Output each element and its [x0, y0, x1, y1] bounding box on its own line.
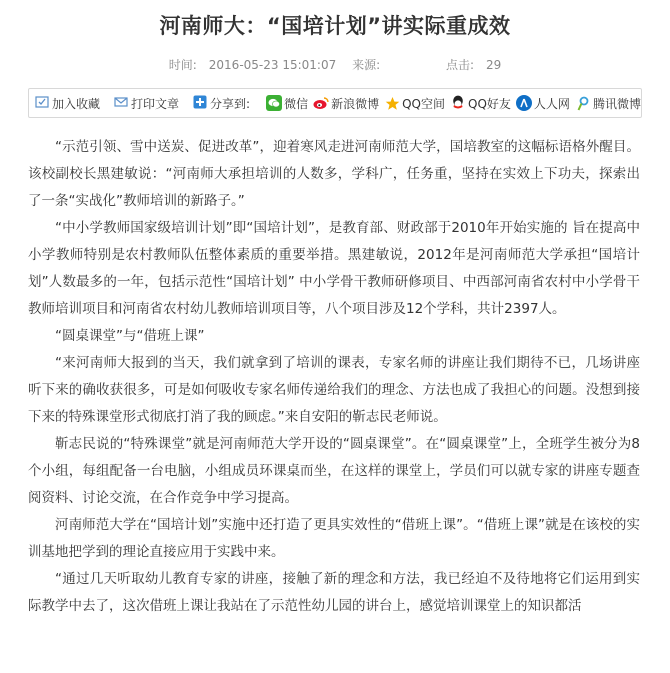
share-qzone-label: QQ空间 [402, 96, 446, 111]
share-tencent-weibo-label: 腾讯微博 [592, 96, 641, 111]
qq-icon [450, 95, 466, 111]
paragraph: 河南师范大学在“国培计划”实施中还打造了更具实效性的“借班上课”。“借班上课”就是在该校的实训基地把学到的理论直接应用于实践中来。 [28, 517, 640, 560]
add-favorite-button[interactable] [35, 95, 100, 112]
share-qq-friend-label: QQ好友 [468, 96, 511, 111]
wechat-icon [266, 95, 282, 111]
share-wechat-label: 微信 [284, 96, 309, 111]
paragraph: 靳志民说的“特殊课堂”就是河南师范大学开设的“圆桌课堂”。在“圆桌课堂”上，全班学生被分为8个小组，每组配备一台电脑，小组成员环课桌而坐，在这样的课堂上，学员们可以就专家的讲座专题查阅资料、讨论交流，在合作竞争中学习提高。 [28, 436, 640, 506]
renren-icon [516, 95, 532, 111]
print-article-button[interactable] [114, 95, 179, 112]
qzone-icon [384, 95, 400, 111]
share-to-label: 分享到: [210, 96, 251, 111]
paragraph: “来河南师大报到的当天，我们就拿到了培训的课表，专家名师的讲座让我们期待不已，几场讲座听下来的确收获很多，可是如何吸收专家名师传递给我们的理念、方法也成了我担心的问题。没想到接下来的特殊课堂形式彻底打消了我的顾虑。”来自安阳的靳志民老师说。 [28, 355, 640, 425]
print-article-label: 打印文章 [131, 96, 180, 111]
favorite-icon [35, 95, 52, 112]
section-heading: “圆桌课堂”与“借班上课” [55, 328, 205, 344]
share-qzone-button[interactable] [384, 95, 445, 112]
share-sina-weibo-label: 新浪微博 [331, 96, 380, 111]
share-toolbar [28, 88, 642, 118]
share-sina-weibo-button[interactable] [313, 95, 379, 112]
share-renren-button[interactable] [516, 95, 570, 112]
print-icon [114, 95, 131, 112]
clicks-value: 29 [485, 58, 502, 72]
source-label: 来源: [352, 58, 381, 72]
time-value: 2016-05-23 15:01:07 [208, 58, 337, 72]
share-to[interactable] [193, 95, 250, 112]
share-tencent-weibo-button[interactable] [575, 95, 641, 112]
share-wechat-button[interactable] [266, 95, 308, 112]
time-label: 时间: [168, 58, 197, 72]
share-qq-friend-button[interactable] [450, 95, 511, 112]
paragraph: “通过几天听取幼儿教育专家的讲座，接触了新的理念和方法，我已经迫不及待地将它们运用到实际教学中去了，这次借班上课让我站在了示范性幼儿园的讲台上，感觉培训课堂上的知识都活 [28, 571, 640, 614]
sina-weibo-icon [313, 95, 329, 111]
paragraph: “示范引领、雪中送炭、促进改革”，迎着寒风走进河南师范大学，国培教室的这幅标语格外醒目。该校副校长黑建敏说：“河南师大承担培训的人数多，学科广，任务重，坚持在实效上下功夫，探索出了一条“实战化”教师培训的新路子。” [28, 139, 640, 209]
tencent-weibo-icon [575, 95, 591, 111]
paragraph: “中小学教师国家级培训计划”即“国培计划”，是教育部、财政部于2010年开始实施的 旨在提高中小学教师特别是农村教师队伍整体素质的重要举措。黑建敏说，2012年是河南师范大学承担“国培计划”人数最多的一年，包括示范性“国培计划” 中小学骨干教师研修项目、中西部河南省农村中小学骨干教师培训项目和河南省农村幼儿教师培训项目等，八个项目涉及12个学科，共计2397人。 [28, 220, 640, 317]
share-renren-label: 人人网 [533, 96, 570, 111]
clicks-label: 点击: [445, 58, 474, 72]
share-plus-icon [193, 95, 210, 112]
article-title: 河南师大：“国培计划”讲实际重成效 [159, 14, 511, 38]
article-meta [0, 56, 670, 73]
add-favorite-label: 加入收藏 [52, 96, 101, 111]
article-body [28, 134, 640, 620]
